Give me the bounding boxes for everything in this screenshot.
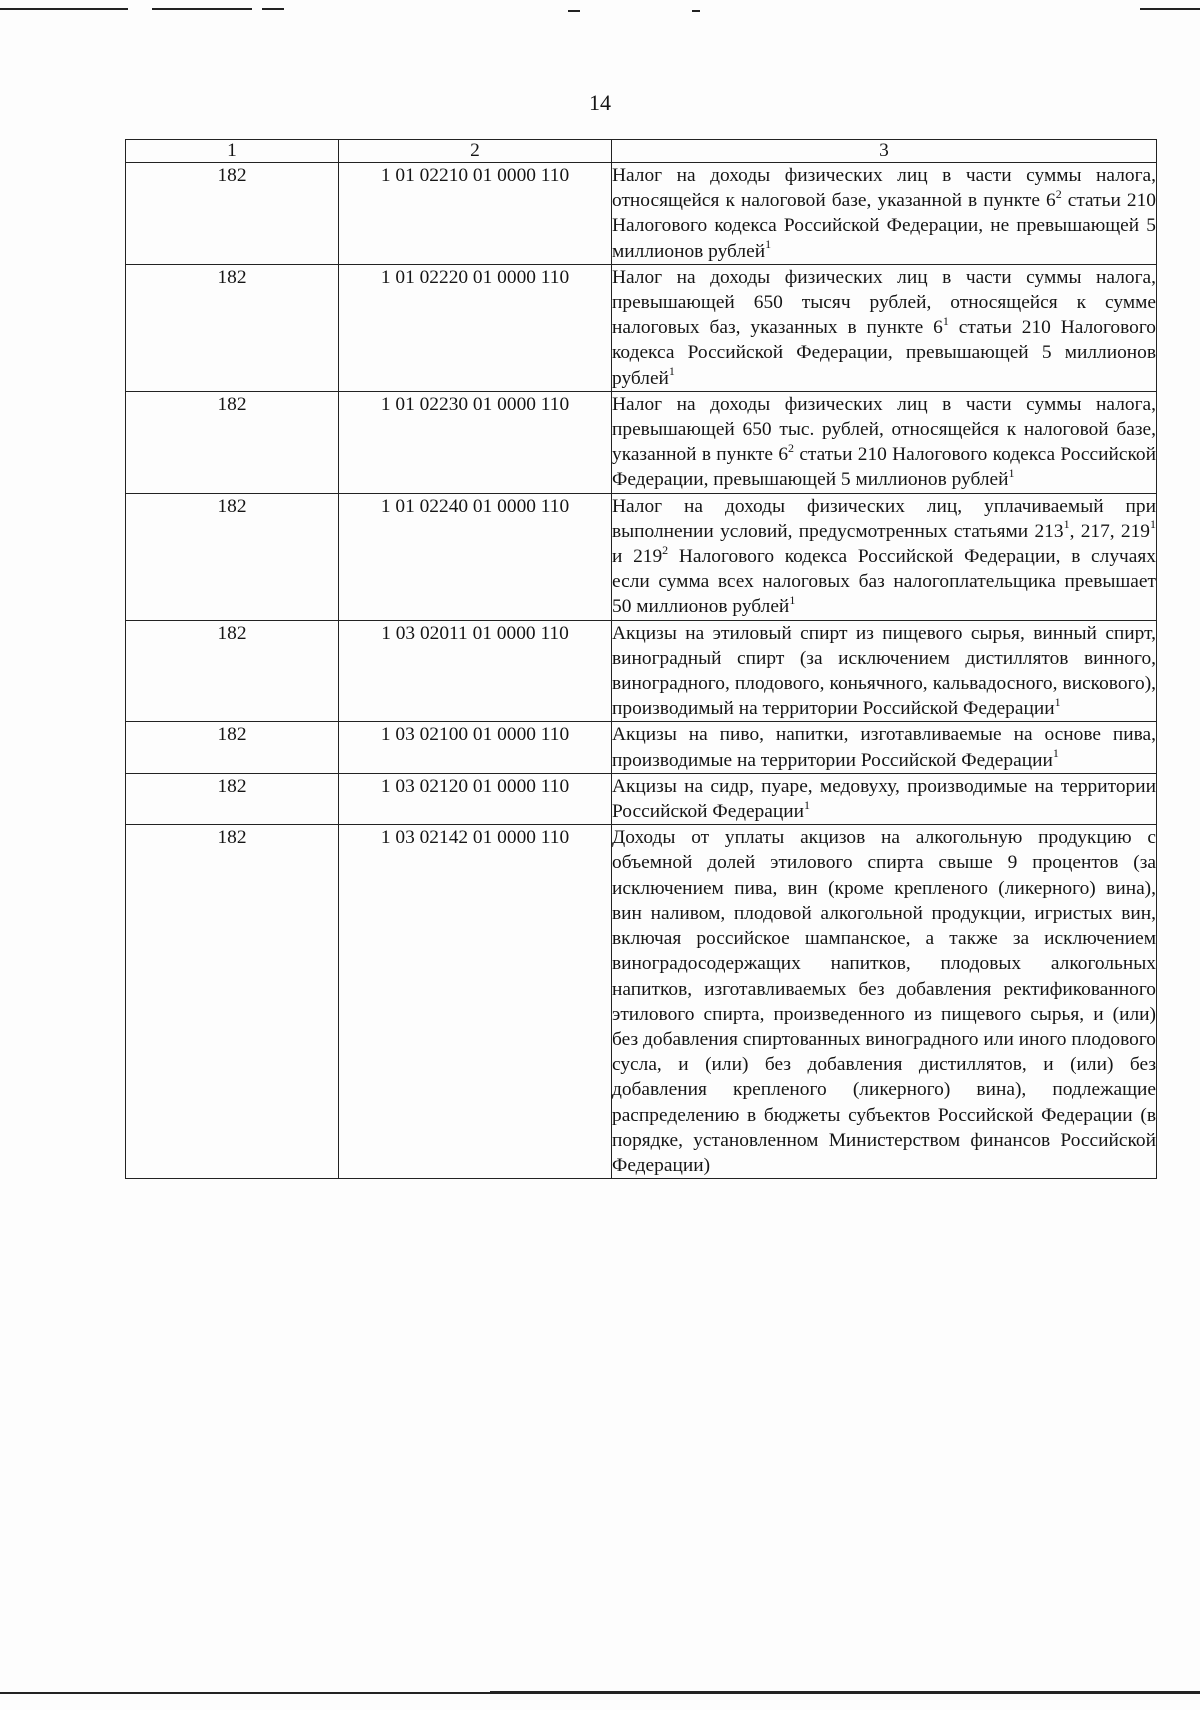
table-row	[126, 773, 1157, 824]
admin-code: 182	[126, 493, 339, 620]
revenue-name: Налог на доходы физических лиц в части суммы налога, превышающей 650 тысяч рублей, относящейся к сумме налоговых баз, указанных в пункте $6^1$ статьи 210 Налогового кодекса Российской Федерации, превышающей 5 миллионов рублей$^1$	[612, 264, 1157, 391]
table-row	[126, 264, 1157, 391]
admin-code: 182	[126, 391, 339, 493]
revenue-name: Акцизы на сидр, пуаре, медовуху, производимые на территории Российской Федерации$^1$	[612, 773, 1157, 824]
table-row	[126, 163, 1157, 265]
revenue-name: Налог на доходы физических лиц в части суммы налога, превышающей 650 тыс. рублей, относящейся к налоговой базе, указанной в пункте $6^2$ статьи 210 Налогового кодекса Российской Федерации, превышающей 5 миллионов рублей$^1$	[612, 391, 1157, 493]
revenue-code: 1 03 02011 01 0000 110	[339, 620, 612, 722]
table-row	[126, 620, 1157, 722]
column-header: 3	[612, 140, 1157, 163]
table-row	[126, 722, 1157, 773]
table-row	[126, 391, 1157, 493]
table-row	[126, 493, 1157, 620]
scan-top-edge	[0, 0, 1200, 20]
revenue-code: 1 03 02120 01 0000 110	[339, 773, 612, 824]
page-number: 14	[589, 90, 611, 115]
revenue-code: 1 01 02220 01 0000 110	[339, 264, 612, 391]
budget-classification-table	[125, 139, 1157, 1179]
revenue-code: 1 03 02100 01 0000 110	[339, 722, 612, 773]
revenue-code: 1 01 02210 01 0000 110	[339, 163, 612, 265]
admin-code: 182	[126, 825, 339, 1179]
column-header: 1	[126, 140, 339, 163]
admin-code: 182	[126, 620, 339, 722]
revenue-name: Налог на доходы физических лиц в части суммы налога, относящейся к налоговой базе, указанной в пункте $6^2$ статьи 210 Налогового кодекса Российской Федерации, не превышающей 5 миллионов рублей$^1$	[612, 163, 1157, 265]
revenue-name: Акцизы на этиловый спирт из пищевого сырья, винный спирт, виноградный спирт (за исключением дистиллятов винного, виноградного, плодового, коньячного, кальвадосного, вискового), производимый на территории Российской Федерации$^1$	[612, 620, 1157, 722]
scan-bottom-edge	[0, 1690, 1200, 1710]
admin-code: 182	[126, 773, 339, 824]
revenue-code: 1 03 02142 01 0000 110	[339, 825, 612, 1179]
admin-code: 182	[126, 264, 339, 391]
admin-code: 182	[126, 163, 339, 265]
revenue-name: Доходы от уплаты акцизов на алкогольную продукцию с объемной долей этилового спирта свыше 9 процентов (за исключением пива, вин (кроме крепленого (ликерного) вина), вин наливом, плодовой алкогольной продукции, игристых вин, включая российское шампанское, а также за исключением виноградосодержащих напитков, плодовых алкогольных напитков, изготавливаемых без добавления ректификованного этилового спирта, произведенного из пищевого сырья, и (или) без добавления спиртованных виноградного или иного плодового сусла, и (или) без добавления дистиллятов, и (или) без добавления крепленого (ликерного) вина), подлежащие распределению в бюджеты субъектов Российской Федерации (в порядке, установленном Министерством финансов Российской Федерации)	[612, 825, 1157, 1179]
table-header-row	[126, 140, 1157, 163]
admin-code: 182	[126, 722, 339, 773]
revenue-code: 1 01 02240 01 0000 110	[339, 493, 612, 620]
column-header: 2	[339, 140, 612, 163]
revenue-name: Налог на доходы физических лиц, уплачиваемый при выполнении условий, предусмотренных статьями $213^1$, 217, $219^1$ и $219^2$ Налогового кодекса Российской Федерации, в случаях если сумма всех налоговых баз налогоплательщика превышает 50 миллионов рублей$^1$	[612, 493, 1157, 620]
table-row	[126, 825, 1157, 1179]
revenue-code: 1 01 02230 01 0000 110	[339, 391, 612, 493]
revenue-name: Акцизы на пиво, напитки, изготавливаемые на основе пива, производимые на территории Российской Федерации$^1$	[612, 722, 1157, 773]
